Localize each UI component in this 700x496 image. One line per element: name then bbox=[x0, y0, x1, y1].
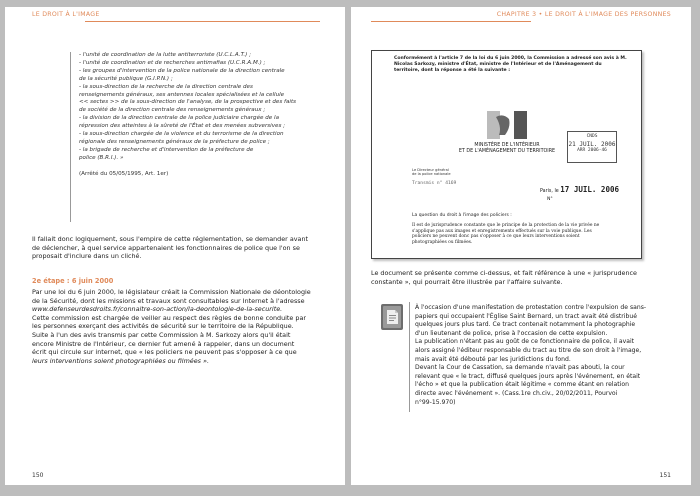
header-rule bbox=[85, 21, 320, 22]
stamp-label: CNDS bbox=[586, 134, 598, 139]
text-line: de la Sécurité, dont les missions et travaux sont consultables sur Internet à l'adresse bbox=[32, 296, 305, 305]
page-number: 151 bbox=[659, 472, 671, 479]
ministry-name bbox=[432, 143, 582, 154]
date-prefix: Paris, le bbox=[540, 189, 559, 194]
quote-line: renseignements généraux, ses antennes locales spécialisées et la cellule bbox=[79, 91, 285, 98]
quote-line: police (B.R.I.). » bbox=[79, 154, 124, 161]
document-note-icon bbox=[381, 304, 403, 330]
sender-line: Le Directeur général bbox=[412, 168, 449, 172]
quote-line: - les groupes d'intervention de la police nationale de la direction centrale bbox=[79, 67, 285, 74]
quote-line: - la sous-direction chargée de la violence et du terrorisme de la direction bbox=[79, 131, 284, 138]
text-line: Il fallait donc logiquement, sous l'empire de cette réglementation, se demander avant bbox=[32, 235, 308, 243]
text-line: mais avait été débouté par les juridictions du fond. bbox=[415, 355, 571, 363]
header-rule bbox=[371, 21, 531, 22]
case-block-rule bbox=[409, 302, 410, 412]
text-line: l'écho » et que la publication était légitime « comme étant en relation bbox=[415, 381, 629, 389]
quote-line: de société de la direction centrale des renseignements généraux ; bbox=[79, 107, 266, 114]
letter-number: N° bbox=[547, 197, 553, 202]
ministry-line: MINISTÈRE DE L'INTÉRIEUR bbox=[474, 143, 540, 148]
quote-line: - l'unité de coordination de la lutte antiterroriste (U.C.L.A.T.) ; bbox=[79, 52, 252, 58]
text-line: papiers qui occupaient l'Église Saint Bernard, un tract avait été distribué bbox=[415, 312, 637, 320]
quote-line: répression des atteintes à la sûreté de l'État et des menées subversives ; bbox=[79, 123, 286, 130]
text-line: Devant la Cour de Cassation, sa demande n'avait pas abouti, la cour bbox=[415, 364, 625, 372]
left-page bbox=[5, 7, 345, 485]
text-line: d'un lieutenant de police, prise à l'occasion de cette expulsion. bbox=[415, 329, 608, 337]
ministry-line: ET DE L'AMÉNAGEMENT DU TERRITOIRE bbox=[458, 148, 556, 154]
letter-subject: La question du droit à l'image des policiers : bbox=[412, 213, 512, 218]
letter-body: Il est de jurisprudence constante que le principe de la protection de la vie privée ne s'applique pas aux images et enregistrements effectués sur la voie publique. Les policiers ne peuvent donc pas s'opposer à ce que leurs interventions soient photographiées ou filmées. bbox=[412, 223, 600, 245]
text-line: de déclencher, à quel service appartenaient les fonctionnaires de police que l'on se bbox=[32, 243, 300, 252]
url-line[interactable]: www.defenseurdesdroits.fr/connaitre-son-action/la-deontologie-de-la-securite. bbox=[32, 305, 283, 314]
text-line: La publication n'étant pas au goût de ce fonctionnaire de police, il avait bbox=[415, 338, 635, 346]
received-stamp bbox=[567, 131, 617, 163]
text-line: À l'occasion d'une manifestation de protestation contre l'expulsion de sans- bbox=[415, 304, 647, 311]
text-line: Suite à l'un des avis transmis par cette Commission à M. Sarkozy alors qu'il était bbox=[32, 330, 291, 339]
running-header: CHAPITRE 3 • LE DROIT À L'IMAGE DES PERSONNES bbox=[496, 11, 671, 18]
text-line: constante », qui pourrait être illustrée par l'affaire suivante. bbox=[371, 277, 563, 286]
marianne-logo-icon bbox=[487, 111, 527, 139]
paragraph-2 bbox=[32, 288, 332, 365]
quote-line: - la sous-direction de la recherche de la direction centrale des bbox=[79, 83, 253, 90]
quote-line: - la brigade de recherche et d'intervention de la préfecture de bbox=[79, 146, 254, 153]
text-line: écrit qui circule sur internet, que « les policiers ne peuvent pas s'opposer à ce que bbox=[32, 348, 297, 357]
quote-line: << sectes >> de la sous-direction de l'analyse, de la prospective et des faits bbox=[79, 99, 297, 106]
right-page bbox=[351, 7, 691, 485]
paragraph-doc-intro bbox=[371, 269, 676, 286]
text-line: les personnes exerçant des activités de sécurité sur le territoire de la République. bbox=[32, 322, 294, 331]
quote-line: de la sécurité publique (G.I.P.N.) ; bbox=[79, 75, 173, 82]
text-line: alors assigné l'éditeur responsable du tract au titre de son droit à l'image, bbox=[415, 346, 642, 354]
text-line: quelques jours plus tard. Ce tract contenait notamment la photographie bbox=[415, 321, 636, 329]
quote-line: - l'unité de coordination et de recherches antimafias (U.C.R.A.M.) ; bbox=[79, 59, 266, 66]
text-line: Par une loi du 6 juin 2000, le législateur créait la Commission Nationale de déontologie bbox=[32, 288, 311, 296]
letter-intro: Conformément à l'article 7 de la loi du 6 juin 2000, la Commission a adressé son avis à M. Nicolas Sarkozy, ministre d'État, ministre de l'Intérieur et de l'Aménagement du territoire, dont la réponse a été la suivante : bbox=[394, 56, 627, 73]
stamp-date: 21 JUIL. 2006 bbox=[568, 141, 616, 148]
text-line: n°99-15.970) bbox=[415, 398, 456, 406]
step-heading: 2e étape : 6 juin 2000 bbox=[32, 277, 114, 285]
letter-date bbox=[540, 185, 619, 194]
handwritten-ref: Transmis n° 4169 bbox=[412, 181, 457, 186]
running-header: LE DROIT À L'IMAGE bbox=[32, 11, 100, 18]
quote-line: - la division de la direction centrale de la police judiciaire chargée de la bbox=[79, 115, 279, 122]
text-line: proposait d'inclure dans un cliché. bbox=[32, 252, 142, 261]
case-example bbox=[415, 304, 680, 407]
stamp-ref: ARR 2006-46 bbox=[577, 148, 607, 153]
text-line: Le document se présente comme ci-dessus, et fait référence à une « jurisprudence bbox=[371, 269, 637, 277]
scanned-letter bbox=[371, 50, 642, 259]
date-stamp: 17 JUIL. 2006 bbox=[560, 185, 619, 194]
text-line: Cette commission est chargée de veiller au respect des règles de bonne conduite par bbox=[32, 313, 306, 322]
quoted-regulation bbox=[70, 52, 315, 222]
quote-line: régionale des renseignements généraux de la préfecture de police ; bbox=[79, 138, 270, 145]
text-line: relevant que « le tract, diffusé quelques jours après l'événement, en était bbox=[415, 372, 641, 380]
text-line: directe avec l'événement ». (Cass.1re ch.civ., 20/02/2011, Pourvoi bbox=[415, 389, 618, 397]
page-number: 150 bbox=[32, 472, 44, 479]
sender-line: de la police nationale bbox=[412, 172, 451, 177]
text-line: leurs interventions soient photographiées ou filmées ». bbox=[32, 356, 209, 365]
paragraph-1 bbox=[32, 235, 332, 261]
sender-block bbox=[412, 168, 451, 176]
text-line: encore Ministre de l'Intérieur, ce dernier fut amené à rappeler, dans un document bbox=[32, 339, 295, 348]
quote-reference: (Arrêté du 05/05/1995, Art. 1er) bbox=[79, 170, 169, 177]
